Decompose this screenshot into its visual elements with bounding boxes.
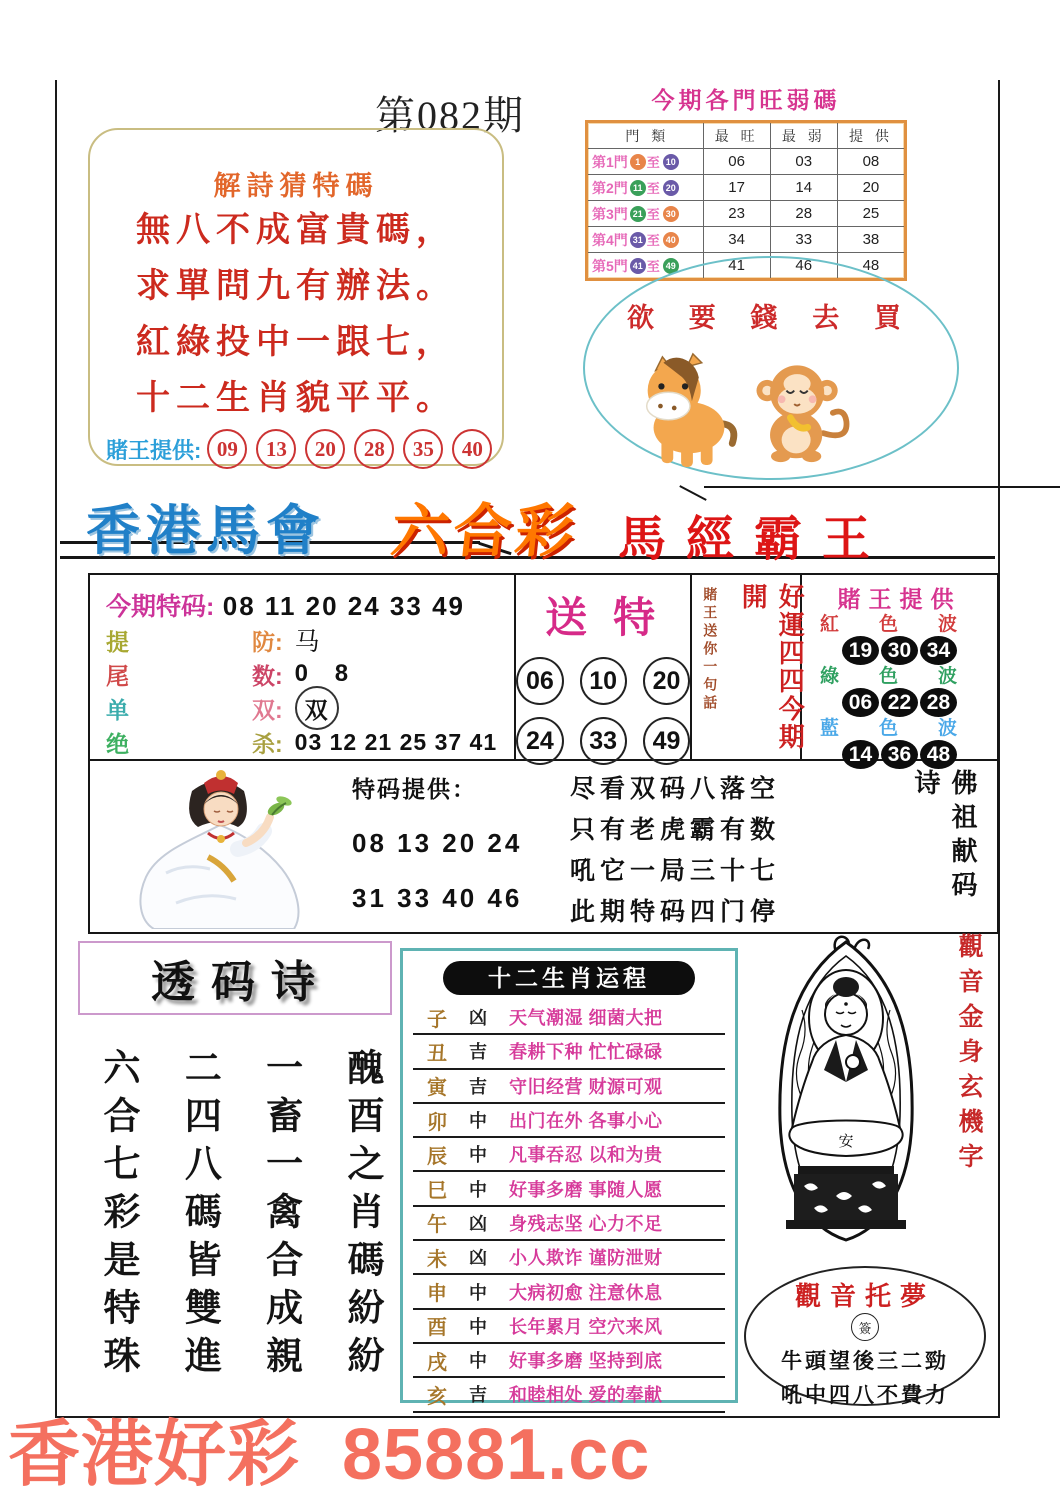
toumashi-column: 一畜一禽合成親 <box>259 1048 301 1384</box>
zodiac-fortune: 好事多磨 坚持到底 <box>509 1351 663 1372</box>
wave-ball: 19 <box>842 636 879 665</box>
special-info-cell <box>90 575 516 759</box>
zodiac-sign: 戌 <box>427 1351 447 1374</box>
to-char: 至 <box>646 233 660 248</box>
buddha-illustration <box>740 930 952 1282</box>
tema-line2: 31 33 40 46 <box>352 883 523 913</box>
zodiac-luck: 中 <box>469 1145 487 1166</box>
zodiac-table-title: 十二生肖运程 <box>443 961 695 995</box>
zodiac-luck: 中 <box>469 1316 487 1337</box>
monkey-illustration <box>742 346 858 468</box>
to-char: 至 <box>646 207 660 222</box>
zodiac-fortune: 大病初愈 注意休息 <box>509 1282 663 1303</box>
toumashi-title: 透码诗 <box>151 958 331 1007</box>
wave-ball: 36 <box>881 740 918 769</box>
toumashi-column: 二四八碼皆雙進 <box>178 1048 220 1384</box>
zodiac-luck: 凶 <box>469 1213 487 1234</box>
guard-row <box>106 623 514 657</box>
wave-ball: 14 <box>842 740 879 769</box>
range-end-ball: 30 <box>663 206 679 222</box>
message-small: 賭王送你一句話 <box>702 587 719 713</box>
zodiac-fortune: 小人欺诈 谨防泄财 <box>509 1248 663 1269</box>
zodiac-luck: 中 <box>469 1351 487 1372</box>
zodiac-sign: 子 <box>427 1008 447 1031</box>
zodiac-sign: 亥 <box>427 1385 447 1408</box>
wave-ball: 48 <box>920 740 957 769</box>
songte-number: 10 <box>580 657 627 705</box>
offer-value: 25 <box>862 205 880 222</box>
zodiac-hint-text: 欲 要 錢 去 買 <box>627 303 915 333</box>
zodiac-row <box>413 1172 725 1206</box>
seat-char-glyph: 安 <box>838 1133 854 1150</box>
kill-char2: 杀: <box>252 730 283 757</box>
fozu-title: 佛祖献码诗 <box>911 769 977 905</box>
gate-label: 第2門 <box>592 179 628 196</box>
red-wave-numbers <box>802 636 997 666</box>
prediction-box-top <box>90 575 997 766</box>
banner-lottery-name: 六合彩 <box>388 499 581 564</box>
gate-label: 第3門 <box>592 205 628 222</box>
zodiac-fortune: 天气潮湿 细菌大把 <box>509 1008 663 1029</box>
zodiac-row <box>413 1275 725 1309</box>
blue-wave-label: 藍色波 <box>819 718 997 739</box>
tema-label: 特码提供： <box>352 777 477 802</box>
songte-number: 06 <box>516 657 563 705</box>
gate-label: 第4門 <box>592 231 628 248</box>
prediction-box <box>88 573 999 934</box>
gate-label: 第5門 <box>592 257 628 274</box>
prediction-box-bottom <box>90 761 997 933</box>
guard-char1: 提 <box>106 628 129 655</box>
range-start-ball: 11 <box>630 180 646 196</box>
wave-ball: 28 <box>920 688 957 717</box>
zodiac-row <box>413 1104 725 1138</box>
header-gate: 門 類 <box>588 123 704 148</box>
toumashi-poem <box>66 1040 388 1392</box>
message-big: 好運四四今期開 <box>738 583 805 751</box>
lucky-number: 40 <box>452 429 492 469</box>
kill-char1: 绝 <box>106 730 129 757</box>
green-wave-numbers <box>802 688 997 718</box>
stamp-seal: 簽 <box>851 1313 879 1341</box>
zodiac-sign: 辰 <box>427 1145 447 1168</box>
zodiac-fortune: 身残志坚 心力不足 <box>509 1213 663 1234</box>
banner-brand-name: 馬經霸王 <box>618 513 891 566</box>
wave-ball: 22 <box>881 688 918 717</box>
zodiac-luck: 凶 <box>469 1008 487 1029</box>
strength-table-title: 今期各門旺弱碼 <box>651 87 841 113</box>
zodiac-fortune: 好事多磨 事随人愿 <box>509 1179 663 1200</box>
zodiac-fortune: 长年累月 空穴来风 <box>509 1316 663 1337</box>
weak-value: 28 <box>771 201 838 226</box>
range-start-ball: 21 <box>630 206 646 222</box>
poem-provider-row <box>90 429 502 469</box>
wave-title: 賭王提供 <box>837 586 962 612</box>
issue-number: 第082期 <box>375 93 525 138</box>
range-start-ball: 31 <box>630 232 646 248</box>
special-numbers: 08 11 20 24 33 49 <box>222 591 465 621</box>
weak-value: 14 <box>771 175 838 200</box>
songte-number: 24 <box>516 717 563 765</box>
parity-value: 双 <box>295 686 339 730</box>
lucky-number: 20 <box>305 429 345 469</box>
table-row <box>588 226 904 252</box>
to-char: 至 <box>646 181 660 196</box>
zodiac-luck: 凶 <box>469 1248 487 1269</box>
weak-value: 46 <box>771 253 838 278</box>
range-end-ball: 10 <box>663 154 679 170</box>
fozu-line: 只有老虎霸有数 <box>570 817 781 844</box>
dream-line: 吼中四八不費力 <box>781 1383 949 1407</box>
kill-value: 03 12 21 25 37 41 <box>294 728 498 755</box>
poem-line: 無八不成富貴碼， <box>136 212 456 249</box>
wave-ball: 06 <box>842 688 879 717</box>
parity-char2: 双: <box>252 696 283 723</box>
lucky-number: 28 <box>354 429 394 469</box>
range-start-ball: 41 <box>630 258 646 274</box>
tema-line1: 08 13 20 24 <box>352 828 523 858</box>
header-strong: 最 旺 <box>704 123 771 148</box>
songte-title: 送特 <box>545 594 682 641</box>
header-offer: 提 供 <box>848 127 893 144</box>
tail-char1: 尾 <box>106 662 129 689</box>
zodiac-sign: 申 <box>427 1283 447 1306</box>
zodiac-row <box>413 1241 725 1275</box>
zodiac-sign: 未 <box>427 1248 447 1271</box>
fozu-line: 吼它一局三十七 <box>570 858 781 885</box>
weak-value: 33 <box>771 227 838 252</box>
parity-char1: 单 <box>106 696 129 723</box>
banner-club-name: 香港馬會 <box>86 501 326 561</box>
lucky-number: 13 <box>256 429 296 469</box>
tail-char2: 数: <box>252 662 283 689</box>
zodiac-luck: 中 <box>469 1111 487 1132</box>
zodiac-luck: 中 <box>469 1282 487 1303</box>
zodiac-row <box>413 1001 725 1035</box>
strong-value: 23 <box>704 201 771 226</box>
fozu-line: 尽看双码八落空 <box>570 776 781 803</box>
offer-value: 20 <box>862 179 880 196</box>
range-start-ball: 1 <box>630 154 646 170</box>
poem-box-title: 解詩猜特碼 <box>213 171 379 201</box>
zodiac-fortune-table <box>400 948 738 1408</box>
zodiac-sign: 午 <box>427 1214 447 1237</box>
table-row <box>588 148 904 174</box>
strength-table-section <box>585 82 907 281</box>
offer-value: 08 <box>862 153 880 170</box>
green-wave-label: 綠色波 <box>819 666 997 687</box>
zodiac-row <box>413 1035 725 1069</box>
zodiac-sign: 卯 <box>427 1111 447 1134</box>
dream-line: 牛頭望後三二勁 <box>781 1349 949 1373</box>
zodiac-sign: 丑 <box>427 1042 447 1065</box>
horse-illustration <box>628 348 746 470</box>
toumashi-column: 六合七彩是特珠 <box>97 1048 138 1384</box>
range-end-ball: 40 <box>663 232 679 248</box>
zodiac-sign: 寅 <box>427 1077 447 1100</box>
to-char: 至 <box>646 155 660 170</box>
lucky-number: 35 <box>403 429 443 469</box>
dream-oval <box>744 1266 986 1406</box>
tema-cell <box>352 761 548 933</box>
poem-line: 求單問九有辦法。 <box>136 268 456 305</box>
zodiac-fortune: 和睦相处 爱的奉献 <box>509 1385 663 1406</box>
zodiac-sign: 酉 <box>427 1317 447 1340</box>
poem-box <box>88 128 504 466</box>
songte-cell <box>516 575 692 759</box>
songte-number: 33 <box>580 717 627 765</box>
weak-value: 03 <box>771 149 838 174</box>
wave-ball: 30 <box>881 636 918 665</box>
guanyin-side-text: 觀音金身玄機字 <box>955 933 982 1178</box>
header-weak: 最 弱 <box>771 123 838 148</box>
strong-value: 34 <box>704 227 771 252</box>
fozu-line: 此期特码四门停 <box>570 899 781 926</box>
special-label: 今期特码: <box>106 593 215 621</box>
kill-row <box>106 725 514 759</box>
guard-char2: 防: <box>252 628 283 655</box>
poem-line: 紅綠投中一跟七， <box>136 324 456 361</box>
zodiac-luck: 吉 <box>469 1042 487 1063</box>
fozu-poem <box>570 761 780 933</box>
banner-rule <box>704 486 1060 488</box>
guard-value: 马 <box>294 629 321 656</box>
wave-ball: 34 <box>920 636 957 665</box>
strong-value: 06 <box>704 149 771 174</box>
table-row <box>588 174 904 200</box>
tail-value: 0 8 <box>294 660 359 687</box>
zodiac-sign: 巳 <box>427 1180 447 1203</box>
zodiac-luck: 中 <box>469 1179 487 1200</box>
zodiac-row <box>413 1344 725 1378</box>
gate-label: 第1門 <box>592 153 628 170</box>
parity-row <box>106 691 514 725</box>
zodiac-row <box>413 1070 725 1104</box>
zodiac-row <box>413 1207 725 1241</box>
toumashi-column: 醜酉之肖碼紛紛 <box>340 1048 382 1384</box>
zodiac-luck: 吉 <box>469 1385 487 1406</box>
range-end-ball: 20 <box>663 180 679 196</box>
toumashi-title-box <box>78 941 392 1015</box>
songte-number: 20 <box>643 657 690 705</box>
table-header-row <box>588 123 904 148</box>
provider-label: 賭王提供: <box>106 437 202 463</box>
offer-value: 38 <box>862 231 880 248</box>
zodiac-fortune: 凡事吞忍 以和为贵 <box>509 1145 663 1166</box>
red-wave-label: 紅色波 <box>819 614 997 635</box>
table-row <box>588 200 904 226</box>
dream-title: 觀音托夢 <box>794 1282 935 1311</box>
strong-value: 17 <box>704 175 771 200</box>
zodiac-row <box>413 1310 725 1344</box>
songte-number: 49 <box>643 717 690 765</box>
message-cell <box>692 575 805 759</box>
guanyin-illustration <box>96 763 352 929</box>
site-url[interactable]: 香港好彩 85881.cc <box>8 1415 651 1495</box>
poem-line: 十二生肖貌平平。 <box>136 380 456 417</box>
zodiac-fortune: 春耕下种 忙忙碌碌 <box>509 1042 663 1063</box>
zodiac-fortune: 守旧经营 财源可观 <box>509 1076 663 1097</box>
offer-value: 48 <box>862 257 880 274</box>
lucky-number: 09 <box>207 429 247 469</box>
strong-value: 41 <box>704 253 771 278</box>
range-end-ball: 49 <box>663 258 679 274</box>
to-char: 至 <box>646 259 660 274</box>
zodiac-luck: 吉 <box>469 1076 487 1097</box>
zodiac-fortune: 出门在外 各事小心 <box>509 1111 663 1132</box>
wave-cell <box>802 575 997 766</box>
zodiac-row <box>413 1138 725 1172</box>
